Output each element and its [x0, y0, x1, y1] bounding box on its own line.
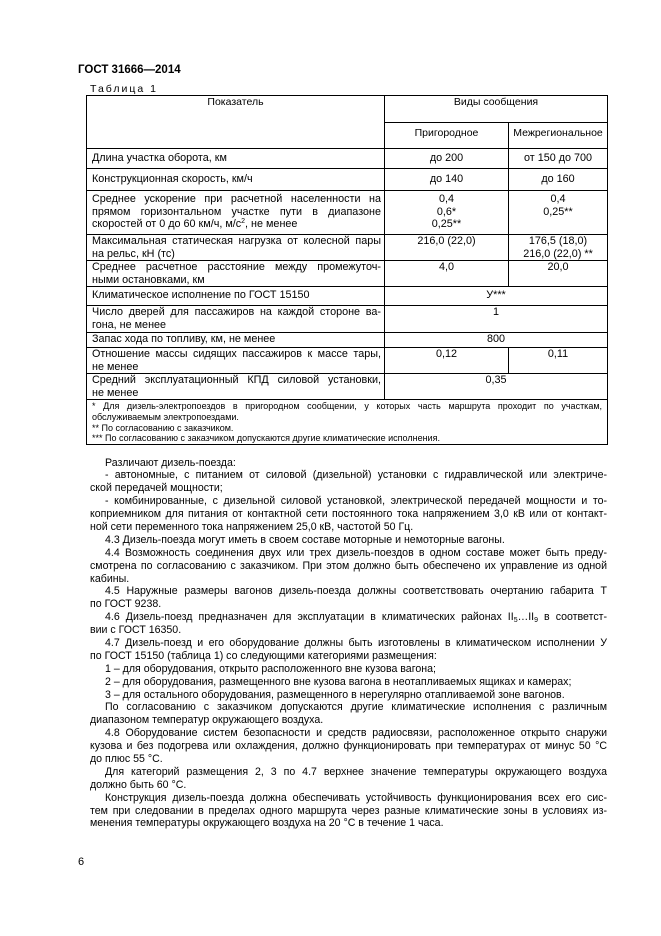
value-cell-both-services: [385, 374, 608, 400]
superscript: 2: [241, 218, 246, 226]
value-cell-suburban: [385, 348, 509, 374]
body-line: - комбинированные, с дизельной силовой установкой, электрической передачей мощности и то-: [105, 495, 607, 508]
footnote: [92, 401, 602, 423]
table-row: [87, 261, 608, 287]
table-row: [87, 374, 608, 400]
value-line: 0,4: [550, 193, 566, 206]
text-run: …II: [517, 611, 535, 624]
value-cell-suburban: [385, 235, 509, 261]
page-number: 6: [78, 856, 85, 868]
value-line: 4,0: [438, 261, 454, 273]
body-paragraph: [90, 585, 607, 611]
value-line: 176,5 (18,0): [528, 235, 588, 247]
body-line: 4.8 Оборудование систем безопасности и средств радиосвязи, расположенное открыто снаружи: [105, 727, 607, 740]
indicator-line: Конструкционная скорость, км/ч: [92, 172, 253, 185]
value-cell-interregional: [509, 235, 608, 261]
footnote-line: обслуживаемым электропоездами.: [92, 411, 239, 422]
column-header-interregional: Межрегиональное: [509, 123, 608, 149]
value-line: 0,25**: [543, 205, 573, 218]
indicator-cell: [87, 287, 385, 306]
body-line: менения температуры окружающего воздуха на 20 °С в течение 1 часа.: [90, 817, 444, 830]
body-line: кабины.: [90, 572, 130, 585]
body-line: 4.5 Наружные размеры вагонов дизель-поезда должны соответствовать очертанию габарита Т: [105, 585, 607, 598]
footnote-line: ** По согласованию с заказчиком.: [92, 422, 234, 433]
value-cell-suburban: [385, 191, 509, 235]
value-line: 20,0: [547, 261, 569, 273]
standard-designation: ГОСТ 31666—2014: [78, 64, 181, 76]
subscript: 5: [513, 617, 518, 625]
table-header-row: [87, 96, 608, 123]
column-header-service-types: Виды сообщения: [385, 96, 608, 123]
body-text: [90, 457, 607, 831]
body-paragraph: [90, 727, 607, 766]
footnote: [92, 423, 602, 434]
footnote: [92, 433, 602, 444]
body-line: до плюс 55 °С.: [90, 752, 163, 765]
value-cell-suburban: [385, 169, 509, 191]
value-line: до 160: [541, 172, 575, 185]
indicator-line: гона, не менее: [92, 318, 167, 331]
table-footnotes-row: [87, 400, 608, 445]
table-row: [87, 306, 608, 333]
body-paragraph: [90, 663, 607, 676]
indicator-cell: [87, 261, 385, 287]
table-head: [87, 96, 608, 149]
body-paragraph: [90, 637, 607, 663]
body-paragraph: [90, 792, 607, 831]
footnote-line: * Для дизель-электропоездов в пригородном сообщении, у которых часть маршрута проходит по участкам,: [92, 401, 603, 411]
value-line: У***: [486, 289, 506, 302]
body-paragraph: [90, 534, 607, 547]
body-paragraph: [90, 457, 607, 470]
table-row: [87, 333, 608, 348]
body-paragraph: [90, 676, 607, 689]
indicator-line: Число дверей для пассажиров на каждой стороне ва-: [92, 306, 381, 318]
footnotes-cell: [87, 400, 608, 445]
table-row: [87, 348, 608, 374]
body-line: вии с ГОСТ 16350.: [90, 624, 182, 637]
body-paragraph: [90, 611, 607, 637]
value-line: 0,25**: [431, 218, 462, 231]
subscript: 9: [534, 617, 538, 625]
indicator-line: Средний эксплуатационный КПД силовой установки,: [92, 374, 381, 386]
body-line: - автономные, с питанием от силовой (дизельной) установки с гидравлической или электриче-: [105, 469, 607, 482]
value-cell-both-services: [385, 306, 608, 333]
indicator-line: Среднее расчетное расстояние между промежуточ-: [92, 261, 381, 273]
body-paragraph: [90, 689, 607, 702]
indicator-line: на рельс, кН (тс): [92, 247, 175, 260]
indicator-line: Максимальная статическая нагрузка от колесной пары: [92, 235, 381, 247]
table-body: [87, 149, 608, 445]
body-line: 4.3 Дизель-поезда могут иметь в своем составе моторные и немоторные вагоны.: [105, 533, 505, 546]
body-line: по ГОСТ 15150 (таблица 1) со следующими категориями размещения:: [90, 649, 437, 662]
table-row: [87, 287, 608, 306]
body-line: 4.4 Возможность соединения двух или трех дизель-поездов в одном составе может быть преду-: [105, 546, 607, 559]
indicator-line: ными остановками, км: [92, 273, 205, 286]
indicator-cell: [87, 235, 385, 261]
indicator-line: Среднее ускорение при расчетной населенности на: [92, 193, 381, 206]
value-line: 216,0 (22,0): [417, 235, 476, 247]
body-line: кузова и без подогрева или охлаждения, должно функционировать при температурах от минус 50 °С: [90, 740, 607, 753]
indicator-cell: [87, 374, 385, 400]
body-line: 3 – для остального оборудования, размещенного в нерегулярно отапливаемой зоне вагонов.: [105, 688, 565, 701]
body-line: Для категорий размещения 2, 3 по 4.7 верхнее значение температуры окружающего воздуха: [105, 765, 607, 778]
body-line: диапазоном температур окружающего воздуха.: [90, 714, 324, 727]
footnote-line: *** По согласованию с заказчиком допускаются другие климатические исполнения.: [92, 433, 440, 444]
value-line: 0,35: [485, 374, 507, 386]
table-row: [87, 149, 608, 169]
value-cell-interregional: [509, 348, 608, 374]
body-line: Конструкция дизель-поезда должна обеспечивать устойчивость функционирования всех его сис-: [105, 791, 607, 804]
body-paragraph: [90, 547, 607, 586]
indicator-cell: [87, 149, 385, 169]
body-line: [90, 611, 607, 624]
value-line: 0,4: [438, 193, 454, 206]
text-run: 4.6 Дизель-поезд предназначен для эксплуатации в климатических районах II: [105, 611, 514, 624]
table-row: [87, 169, 608, 191]
value-cell-suburban: [385, 261, 509, 287]
text-run: , не менее: [245, 218, 298, 231]
body-line: по ГОСТ 9238.: [90, 598, 162, 611]
text-run: в соответст-: [537, 611, 607, 624]
value-line: до 200: [429, 151, 464, 164]
body-paragraph: [90, 701, 607, 727]
value-cell-interregional: [509, 149, 608, 169]
indicator-line: [92, 218, 381, 231]
body-line: ной сети переменного тока напряжением 25,0 кВ, частотой 50 Гц.: [90, 520, 414, 533]
value-line: от 150 до 700: [523, 151, 593, 164]
column-header-suburban: Пригородное: [385, 123, 509, 149]
column-header-indicator: Показатель: [87, 96, 385, 149]
value-cell-both-services: [385, 287, 608, 306]
indicator-line: не менее: [92, 360, 139, 373]
value-line: 800: [487, 333, 506, 346]
body-line: По согласованию с заказчиком допускаются другие климатические исполнения с различным: [105, 701, 607, 714]
value-line: 0,11: [547, 348, 569, 360]
value-line: 0,6*: [436, 205, 457, 218]
indicator-line: Климатическое исполнение по ГОСТ 15150: [92, 289, 310, 302]
table-caption: Таблица 1: [90, 83, 158, 95]
indicator-cell: [87, 333, 385, 348]
indicator-cell: [87, 348, 385, 374]
body-line: должно быть 60 °С.: [90, 778, 187, 791]
indicator-line: прямом горизонтальном участке пути в диапазоне: [92, 205, 381, 218]
text-run: скоростей от 0 до 60 км/ч, м/с: [92, 218, 242, 231]
indicator-line: Отношение массы сидящих пассажиров к массе тары,: [92, 348, 381, 360]
value-cell-interregional: [509, 169, 608, 191]
indicator-cell: [87, 169, 385, 191]
body-line: тем при следовании в пределах одного маршрута через разные климатические зоны в условиях из-: [90, 804, 607, 817]
body-line: коприемником для питания от контактной сети постоянного тока напряжением 3,0 кВ или от контакт-: [90, 508, 607, 521]
indicator-line: Запас хода по топливу, км, не менее: [92, 333, 276, 346]
body-paragraph: [90, 495, 607, 534]
body-paragraph: [90, 469, 607, 495]
value-cell-interregional: [509, 261, 608, 287]
value-cell-suburban: [385, 149, 509, 169]
value-line: 0,12: [435, 348, 457, 360]
parameters-table: [86, 95, 608, 445]
body-line: 2 – для оборудования, размещенного вне кузова вагона в неотапливаемых ящиках и камерах;: [105, 675, 572, 688]
value-line: до 140: [429, 172, 464, 185]
table-row: [87, 191, 608, 235]
indicator-cell: [87, 306, 385, 333]
body-line: смотрена по согласованию с заказчиком. При этом должно быть обеспечено их управление из одной: [90, 559, 607, 572]
value-cell-both-services: [385, 333, 608, 348]
value-line: 1: [493, 306, 500, 318]
value-line: 216,0 (22,0) **: [523, 247, 593, 260]
body-line: ской передачей мощности;: [90, 482, 223, 495]
body-line: Различают дизель-поезда:: [105, 456, 236, 469]
body-paragraph: [90, 766, 607, 792]
body-line: 4.7 Дизель-поезд и его оборудование должны быть изготовлены в климатическом исполнении У: [105, 636, 607, 649]
table-row: [87, 235, 608, 261]
value-cell-interregional: [509, 191, 608, 235]
indicator-line: Длина участка оборота, км: [92, 151, 227, 164]
body-line: 1 – для оборудования, открыто расположенного вне кузова вагона;: [105, 662, 436, 675]
indicator-line: не менее: [92, 386, 139, 399]
indicator-cell: [87, 191, 385, 235]
